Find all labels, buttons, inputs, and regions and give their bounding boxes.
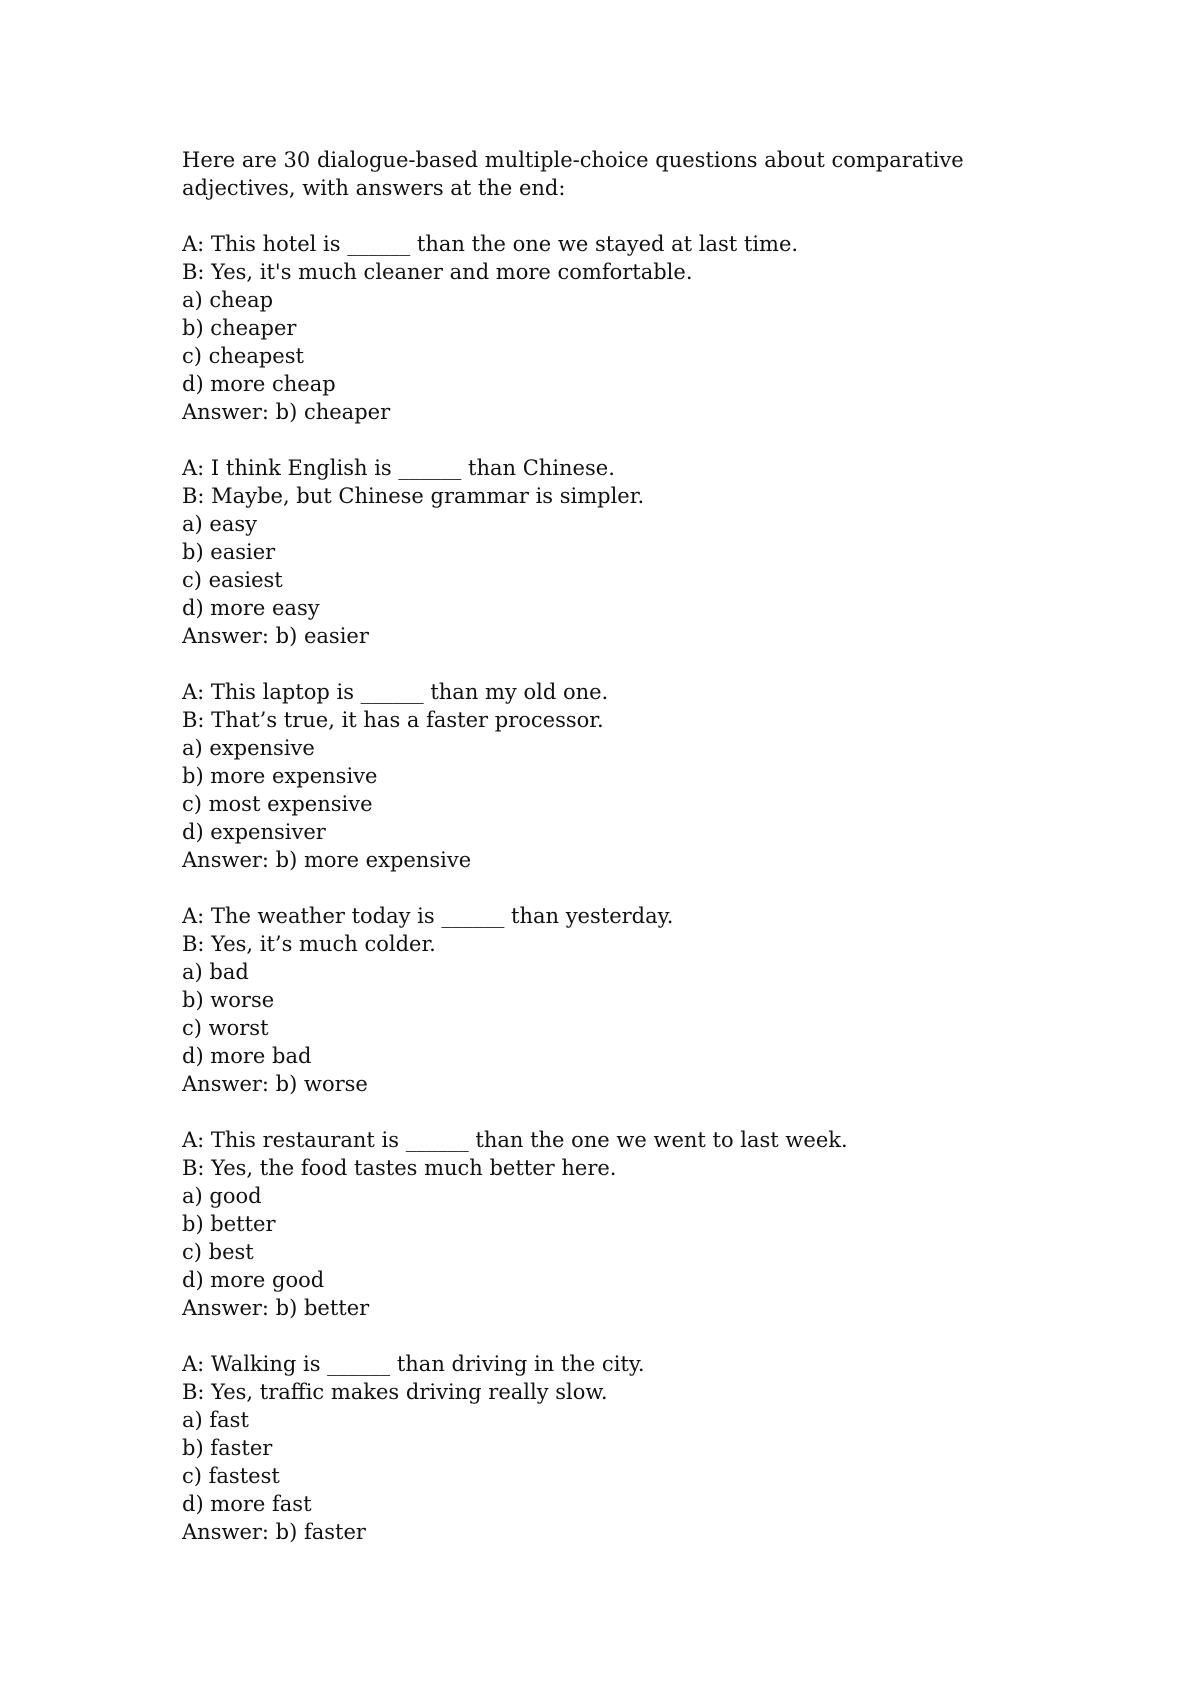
option-d: d) more bad: [182, 1044, 312, 1068]
question-4: [182, 902, 1022, 1098]
answer-line: Answer: b) cheaper: [182, 400, 391, 424]
dialogue-a: A: Walking is ______ than driving in the city.: [182, 1352, 645, 1376]
question-6: [182, 1350, 1022, 1546]
option-a: a) good: [182, 1184, 262, 1208]
option-c: c) most expensive: [182, 792, 373, 816]
option-c: c) easiest: [182, 568, 283, 592]
option-d: d) expensiver: [182, 820, 326, 844]
option-a: a) cheap: [182, 288, 274, 312]
dialogue-a: A: I think English is ______ than Chinese.: [182, 456, 615, 480]
option-c: c) cheapest: [182, 344, 304, 368]
option-d: d) more fast: [182, 1492, 312, 1516]
dialogue-b: B: Yes, it’s much colder.: [182, 932, 436, 956]
option-b: b) better: [182, 1212, 276, 1236]
document-body: [182, 146, 1022, 1574]
answer-line: Answer: b) easier: [182, 624, 369, 648]
question-5: [182, 1126, 1022, 1322]
dialogue-a: A: The weather today is ______ than yesterday.: [182, 904, 674, 928]
option-a: a) fast: [182, 1408, 249, 1432]
option-b: b) worse: [182, 988, 275, 1012]
option-b: b) cheaper: [182, 316, 297, 340]
option-d: d) more easy: [182, 596, 320, 620]
option-c: c) fastest: [182, 1464, 280, 1488]
option-d: d) more good: [182, 1268, 325, 1292]
answer-line: Answer: b) worse: [182, 1072, 368, 1096]
question-1: [182, 230, 1022, 426]
question-2: [182, 454, 1022, 650]
option-a: a) bad: [182, 960, 249, 984]
option-d: d) more cheap: [182, 372, 336, 396]
option-c: c) best: [182, 1240, 254, 1264]
dialogue-a: A: This hotel is ______ than the one we stayed at last time.: [182, 232, 799, 256]
question-3: [182, 678, 1022, 874]
dialogue-b: B: Yes, the food tastes much better here.: [182, 1156, 617, 1180]
option-a: a) easy: [182, 512, 257, 536]
option-b: b) more expensive: [182, 764, 378, 788]
dialogue-b: B: That’s true, it has a faster processor.: [182, 708, 604, 732]
intro-line-1: Here are 30 dialogue-based multiple-choice questions about comparative: [182, 148, 964, 172]
option-b: b) faster: [182, 1436, 273, 1460]
answer-line: Answer: b) better: [182, 1296, 370, 1320]
dialogue-b: B: Yes, it's much cleaner and more comfortable.: [182, 260, 693, 284]
intro-line-2: adjectives, with answers at the end:: [182, 176, 566, 200]
option-c: c) worst: [182, 1016, 269, 1040]
dialogue-a: A: This restaurant is ______ than the one we went to last week.: [182, 1128, 848, 1152]
dialogue-b: B: Maybe, but Chinese grammar is simpler.: [182, 484, 645, 508]
option-a: a) expensive: [182, 736, 315, 760]
answer-line: Answer: b) more expensive: [182, 848, 472, 872]
option-b: b) easier: [182, 540, 276, 564]
intro-paragraph: [182, 146, 1022, 202]
answer-line: Answer: b) faster: [182, 1520, 366, 1544]
dialogue-b: B: Yes, traffic makes driving really slow.: [182, 1380, 608, 1404]
dialogue-a: A: This laptop is ______ than my old one.: [182, 680, 609, 704]
